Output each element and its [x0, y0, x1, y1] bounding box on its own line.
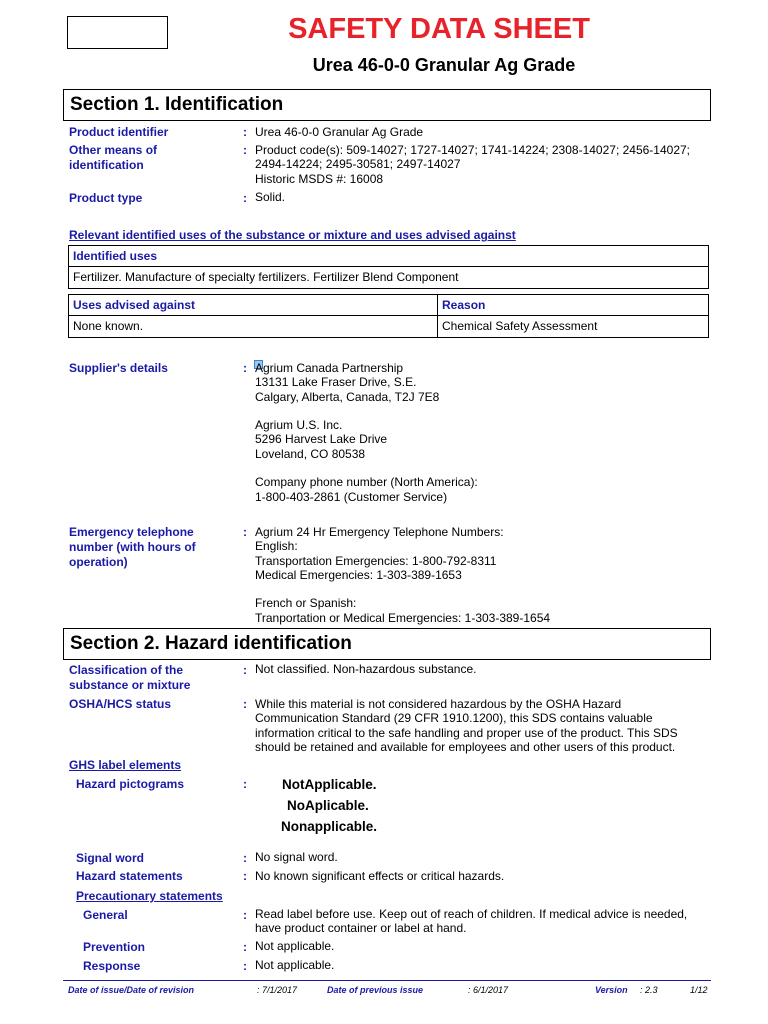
prevention-value: Not applicable. — [255, 939, 335, 953]
osha-label: OSHA/HCS status — [69, 697, 172, 711]
footer-page-number: 1/12 — [690, 985, 708, 995]
document-title: SAFETY DATA SHEET — [288, 13, 590, 45]
footer-issue-date-label: Date of issue/Date of revision — [68, 985, 195, 995]
colon: : — [243, 959, 247, 973]
section-2-heading: Section 2. Hazard identification — [63, 628, 711, 660]
colon: : — [243, 697, 247, 711]
colon: : — [243, 663, 247, 677]
classification-label: Classification of the substance or mixture — [69, 663, 191, 692]
pictogram-not-applicable-es: NoAplicable. — [287, 798, 369, 813]
colon: : — [243, 143, 247, 157]
product-identifier-label: Product identifier — [69, 125, 169, 139]
footer-previous-issue-value: : 6/1/2017 — [468, 985, 509, 995]
table-divider — [69, 315, 708, 316]
footer-previous-issue-label: Date of previous issue — [327, 985, 424, 995]
osha-value: While this material is not considered hazardous by the OSHA Hazard Communication Standard (29 CFR 1910.1200), this SDS contains valuable information critical to the safe handling and proper use of the product. This SDS should be retained and available for employees and other users of this product. — [255, 697, 678, 754]
prevention-label: Prevention — [83, 940, 146, 954]
general-label: General — [83, 908, 128, 922]
emergency-details: Agrium 24 Hr Emergency Telephone Numbers: English: Transportation Emergencies: 1-800-792-8311 Medical Emergencies: 1-303-389-1653 French or Spanish: Tranportation or Medical Emergencies: 1-303-389-1654 — [255, 525, 551, 625]
footer-rule — [63, 980, 711, 981]
table-divider — [69, 266, 708, 267]
hazard-pictograms-label: Hazard pictograms — [76, 777, 185, 791]
response-label: Response — [83, 959, 141, 973]
supplier-label: Supplier's details — [69, 361, 168, 375]
colon: : — [243, 851, 247, 865]
colon: : — [243, 908, 247, 922]
relevant-uses-heading: Relevant identified uses of the substance or mixture and uses advised against — [69, 228, 516, 242]
signal-word-label: Signal word — [76, 851, 145, 865]
other-means-label: Other means of identification — [69, 143, 158, 172]
footer-version-label: Version — [595, 985, 628, 995]
uses-advised-table — [68, 294, 709, 338]
signal-word-value: No signal word. — [255, 850, 338, 864]
uses-advised-header: Uses advised against — [73, 298, 196, 312]
colon: : — [243, 361, 247, 375]
footer-version-value: : 2.3 — [640, 985, 658, 995]
classification-value: Not classified. Non-hazardous substance. — [255, 662, 477, 676]
hazard-statements-value: No known significant effects or critical hazards. — [255, 869, 505, 883]
pictogram-not-applicable-fr: Nonapplicable. — [281, 819, 378, 834]
pictogram-not-applicable-en: NotApplicable. — [282, 777, 377, 792]
identified-uses-value: Fertilizer. Manufacture of specialty fertilizers. Fertilizer Blend Component — [73, 270, 459, 284]
column-divider — [437, 295, 438, 337]
colon: : — [243, 940, 247, 954]
other-means-value: Product code(s): 509-14027; 1727-14027; 1741-14224; 2308-14027; 2456-14027; 2494-14224; 2495-30581; 2497-14027 Historic MSDS #: 16008 — [255, 143, 691, 186]
reason-header: Reason — [442, 298, 486, 312]
uses-advised-value: None known. — [73, 319, 144, 333]
emergency-label: Emergency telephone number (with hours of operation) — [69, 525, 196, 569]
colon: : — [243, 125, 247, 139]
colon: : — [243, 525, 247, 539]
ghs-label-heading: GHS label elements — [69, 758, 182, 772]
hazard-statements-label: Hazard statements — [76, 869, 183, 883]
product-name-heading: Urea 46-0-0 Granular Ag Grade — [312, 55, 576, 75]
colon: : — [243, 869, 247, 883]
precautionary-heading: Precautionary statements — [76, 889, 223, 903]
colon: : — [243, 191, 247, 205]
general-value: Read label before use. Keep out of reach of children. If medical advice is needed, have product container or label at hand. — [255, 907, 688, 936]
supplier-details: Agrium Canada Partnership 13131 Lake Fraser Drive, S.E. Calgary, Alberta, Canada, T2J 7E8 Agrium U.S. Inc. 5296 Harvest Lake Drive Loveland, CO 80538 Company phone number (North America): 1-800-403-2861 (Customer Service) — [255, 361, 478, 504]
response-value: Not applicable. — [255, 958, 335, 972]
reason-value: Chemical Safety Assessment — [442, 319, 598, 333]
colon: : — [243, 777, 247, 791]
section-1-heading: Section 1. Identification — [63, 89, 711, 121]
product-type-value: Solid. — [255, 190, 286, 204]
identified-uses-header: Identified uses — [73, 249, 158, 263]
identified-uses-table — [68, 245, 709, 289]
footer-issue-date-value: : 7/1/2017 — [257, 985, 298, 995]
product-type-label: Product type — [69, 191, 143, 205]
product-identifier-value: Urea 46-0-0 Granular Ag Grade — [255, 125, 424, 139]
